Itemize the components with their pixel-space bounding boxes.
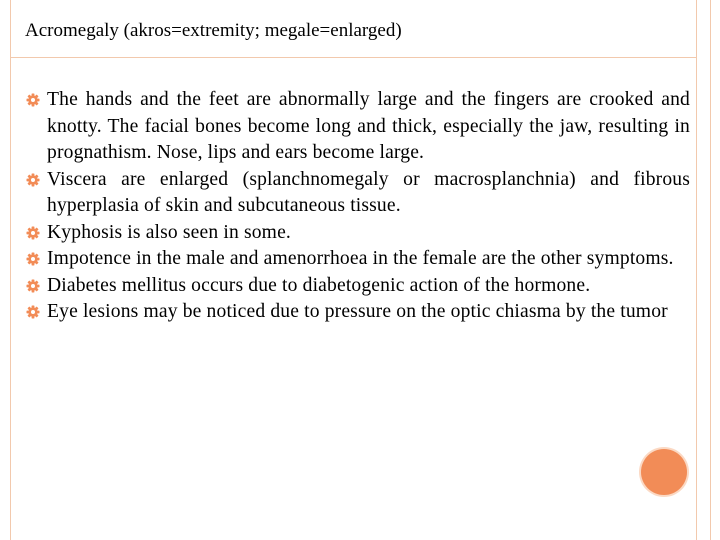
gear-icon xyxy=(26,279,40,293)
bullet-item xyxy=(22,273,690,300)
bullet-list xyxy=(22,87,690,326)
gear-icon xyxy=(26,226,40,240)
bullet-item xyxy=(22,220,690,247)
bullet-text: Diabetes mellitus occurs due to diabetogenic action of the hormone. xyxy=(47,274,591,296)
right-border-line-inner xyxy=(696,0,697,540)
gear-icon xyxy=(26,173,40,187)
gear-icon xyxy=(26,93,40,107)
decorative-orange-circle xyxy=(641,449,687,495)
left-border-line xyxy=(10,0,11,540)
right-border-line-outer xyxy=(710,0,711,540)
bullet-text: Viscera are enlarged (splanchnomegaly or macrosplanchnia) and fibrous hyperplasia of skin and subcutaneous tissue. xyxy=(47,168,690,216)
bullet-item xyxy=(22,167,690,220)
gear-icon xyxy=(26,252,40,266)
bullet-item xyxy=(22,246,690,273)
bullet-item xyxy=(22,299,690,326)
bullet-text: Impotence in the male and amenorrhoea in the female are the other symptoms. xyxy=(47,248,674,269)
bullet-text: The hands and the feet are abnormally large and the fingers are crooked and knotty. The facial bones become long and thick, especially the jaw, resulting in prognathism. Nose, lips and ears become large. xyxy=(47,89,690,163)
gear-icon xyxy=(26,305,40,319)
bullet-text: Kyphosis is also seen in some. xyxy=(47,221,291,243)
bullet-text: Eye lesions may be noticed due to pressure on the optic chiasma by the tumor xyxy=(47,301,668,322)
bullet-item xyxy=(22,87,690,167)
title-underline xyxy=(10,57,696,58)
slide-title: Acromegaly (akros=extremity; megale=enlarged) xyxy=(25,20,402,41)
